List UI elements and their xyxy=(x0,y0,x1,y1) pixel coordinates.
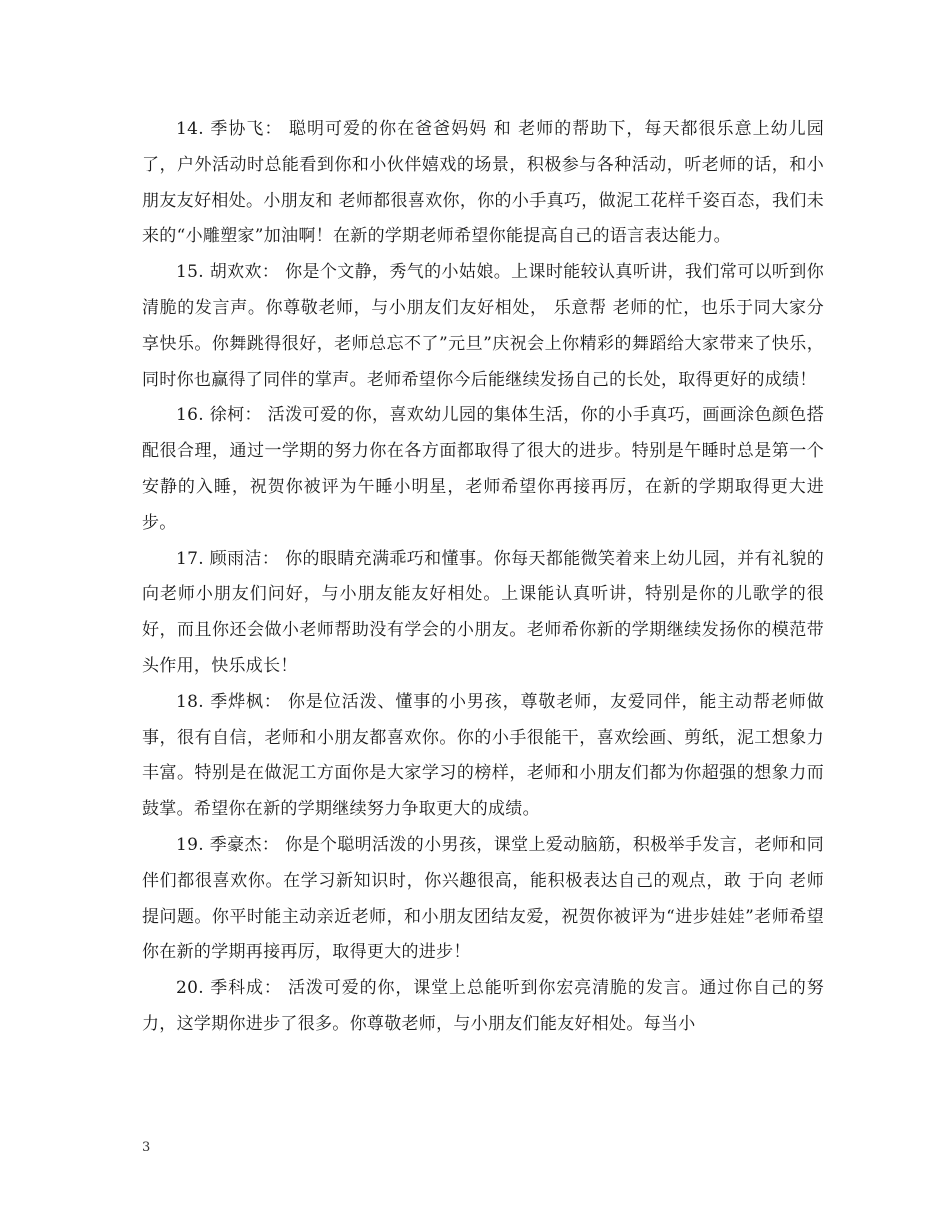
comment-paragraph-20 xyxy=(142,971,824,1043)
document-body xyxy=(142,112,824,1043)
paragraph-text: 18. 季烨枫： 你是位活泼、懂事的小男孩，尊敬老师，友爱同伴，能主动帮老师做事，很有自信，老师和小朋友都喜欢你。你的小手很能干，喜欢绘画、剪纸，泥工想象力丰富。特别是在做泥工方面你是大家学习的榜样，老师和小朋友们都为你超强的想象力而鼓掌。希望你在新的学期继续努力争取更大的成绩。 xyxy=(142,691,824,820)
paragraph-text: 16. 徐柯： 活泼可爱的你，喜欢幼儿园的集体生活，你的小手真巧，画画涂色颜色搭配很合理，通过一学期的努力你在各方面都取得了很大的进步。特别是午睡时总是第一个安静的入睡，祝贺你被评为午睡小明星，老师希望你再接再厉，在新的学期取得更大进步。 xyxy=(142,405,824,533)
comment-paragraph-17 xyxy=(142,542,824,685)
comment-paragraph-14 xyxy=(142,112,824,255)
comment-paragraph-16 xyxy=(142,398,824,541)
paragraph-text: 20. 季科成： 活泼可爱的你，课堂上总能听到你宏亮清脆的发言。通过你自己的努力，这学期你进步了很多。你尊敬老师，与小朋友们能友好相处。每当小 xyxy=(142,978,824,1034)
comment-paragraph-15 xyxy=(142,255,824,398)
paragraph-text: 17. 顾雨洁： 你的眼睛充满乖巧和懂事。你每天都能微笑着来上幼儿园，并有礼貌的 向老师小朋友们问好，与小朋友能友好相处。上课能认真听讲，特别是你的儿歌学的很好，而且你还会做小老师帮助没有学会的小朋友。老师希你新的学期继续发扬你的模范带头作用，快乐成长！ xyxy=(142,548,824,676)
comment-paragraph-19 xyxy=(142,828,824,971)
comment-paragraph-18 xyxy=(142,685,824,828)
paragraph-text: 14. 季协飞： 聪明可爱的你在爸爸妈妈 和 老师的帮助下，每天都很乐意上幼儿园了，户外活动时总能看到你和小伙伴嬉戏的场景，积极参与各种活动，听老师的话，和小朋友友好相处。小朋友和 老师都很喜欢你，你的小手真巧，做泥工花样千姿百态，我们未来的“小雕塑家”加油啊！在新的学期老师希望你能提高自己的语言表达能力。 xyxy=(142,119,824,247)
page-number: 3 xyxy=(142,1140,151,1155)
paragraph-text: 15. 胡欢欢： 你是个文静，秀气的小姑娘。上课时能较认真听讲，我们常可以听到你清脆的发言声。你尊敬老师，与小朋友们友好相处， 乐意帮 老师的忙，也乐于同大家分享快乐。你舞跳得很好，老师总忘不了”元旦”庆祝会上你精彩的舞蹈给大家带来了快乐，同时你也赢得了同伴的掌声。老师希望你今后能继续发扬自己的长处，取得更好的成绩！ xyxy=(142,262,824,390)
paragraph-text: 19. 季豪杰： 你是个聪明活泼的小男孩，课堂上爱动脑筋，积极举手发言，老师和同伴们都很喜欢你。在学习新知识时，你兴趣很高，能积极表达自己的观点，敢 于向 老师提问题。你平时能主动亲近老师，和小朋友团结友爱，祝贺你被评为“进步娃娃”老师希望你在新的学期再接再厉，取得更大的进步！ xyxy=(142,834,824,963)
